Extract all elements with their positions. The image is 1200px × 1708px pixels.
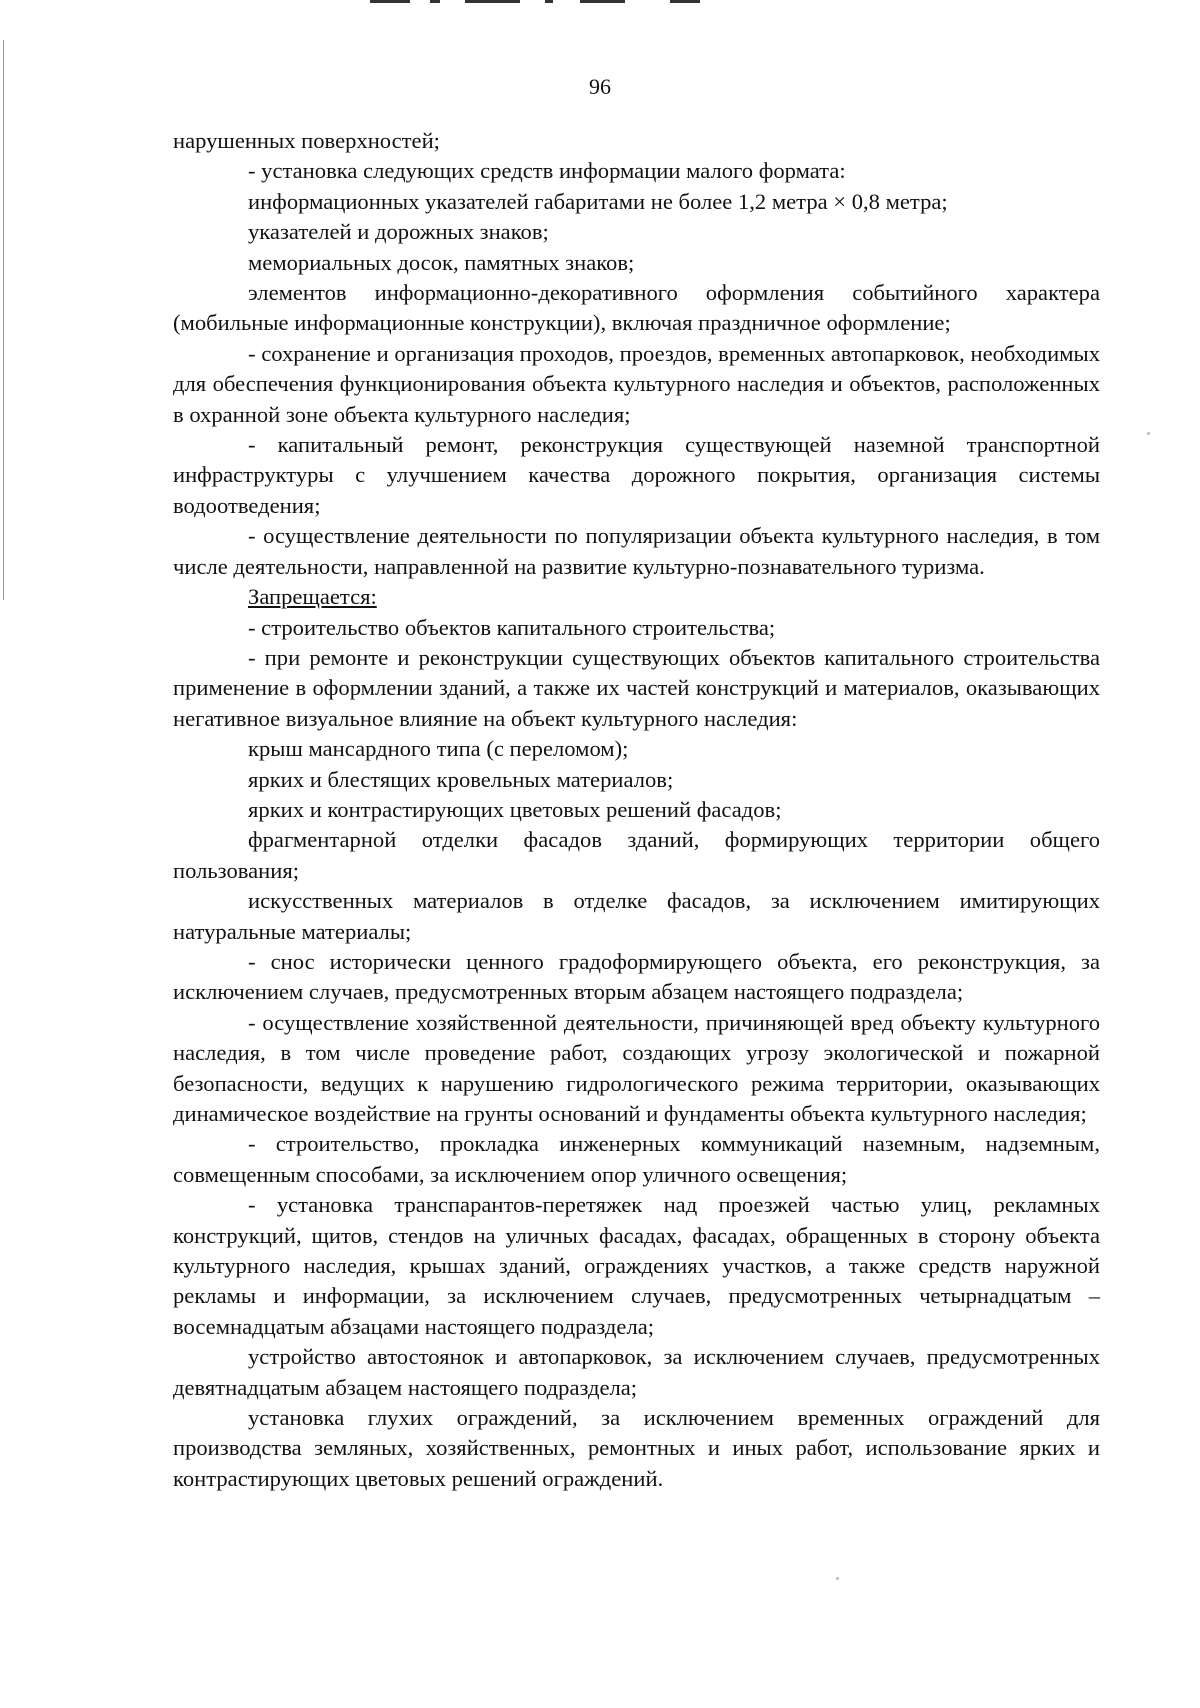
page-number: 96	[589, 74, 611, 99]
list-item: - осуществление деятельности по популяризации объекта культурного наследия, в том числе деятельности, направленной на развитие культурно-познавательного туризма.	[173, 523, 1100, 579]
scan-speck	[1147, 432, 1150, 435]
section-heading	[173, 582, 1100, 612]
list-item: - снос исторически ценного градоформирующего объекта, его реконструкция, за исключением случаев, предусмотренных вторым абзацем настоящего подраздела;	[173, 948, 1100, 1005]
list-item: установка глухих ограждений, за исключением временных ограждений для производства земляных, хозяйственных, ремонтных и иных работ, использование ярких и контрастирующих цветовых решений ограждений.	[173, 1405, 1100, 1491]
list-item: крыш мансардного типа (с переломом);	[248, 736, 629, 762]
list-item: указателей и дорожных знаков;	[248, 219, 549, 245]
prohibited-heading: Запрещается:	[248, 584, 377, 610]
scan-artifact-top	[370, 0, 790, 6]
list-item: мемориальных досок, памятных знаков;	[248, 249, 635, 275]
list-item: искусственных материалов в отделке фасадов, за исключением имитирующих натуральные материалы;	[173, 888, 1100, 944]
list-item: ярких и блестящих кровельных материалов;	[248, 766, 674, 792]
paragraph: нарушенных поверхностей;	[173, 128, 440, 153]
list-item: элементов информационно-декоративного оформления событийного характера (мобильные информационные конструкции), включая праздничное оформление;	[173, 280, 1100, 336]
list-item: - при ремонте и реконструкции существующих объектов капитального строительства применение в оформлении зданий, а также их частей конструкций и материалов, оказывающих негативное визуальное влияние на объект культурного наследия:	[173, 644, 1100, 731]
list-item: - сохранение и организация проходов, проездов, временных автопарковок, необходимых для обеспечения функционирования объекта культурного наследия и объектов, расположенных в охранной зоне объекта культурного наследия;	[173, 340, 1100, 427]
list-item: - строительство, прокладка инженерных коммуникаций наземным, надземным, совмещенным способами, за исключением опор уличного освещения;	[173, 1131, 1100, 1187]
scan-speck	[836, 1577, 839, 1580]
list-item: ярких и контрастирующих цветовых решений фасадов;	[248, 796, 782, 822]
list-item: устройство автостоянок и автопарковок, за исключением случаев, предусмотренных девятнадцатым абзацем настоящего подраздела;	[173, 1344, 1100, 1400]
list-item: - установка следующих средств информации малого формата:	[248, 158, 846, 184]
list-item: - строительство объектов капитального строительства;	[248, 614, 776, 640]
document-body	[173, 126, 1100, 1494]
list-item: фрагментарной отделки фасадов зданий, формирующих территории общего пользования;	[173, 827, 1100, 883]
scan-edge-line	[3, 40, 4, 600]
list-item: - осуществление хозяйственной деятельности, причиняющей вред объекту культурного наследия, в том числе проведение работ, создающих угрозу экологической и пожарной безопасности, ведущих к нарушению гидрологического режима территории, оказывающих динамическое воздействие на грунты оснований и фундаменты объекта культурного наследия;	[173, 1009, 1100, 1126]
list-item: информационных указателей габаритами не более 1,2 метра × 0,8 метра;	[248, 188, 948, 214]
list-item: - установка транспарантов-перетяжек над проезжей частью улиц, рекламных конструкций, щитов, стендов на уличных фасадах, фасадах, обращенных в сторону объекта культурного наследия, крышах зданий, ограждениях участков, а также средств наружной рекламы и информации, за исключением случаев, предусмотренных четырнадцатым – восемнадцатым абзацами настоящего подраздела;	[173, 1192, 1100, 1339]
list-item: - капитальный ремонт, реконструкция существующей наземной транспортной инфраструктуры с улучшением качества дорожного покрытия, организация системы водоотведения;	[173, 432, 1100, 518]
